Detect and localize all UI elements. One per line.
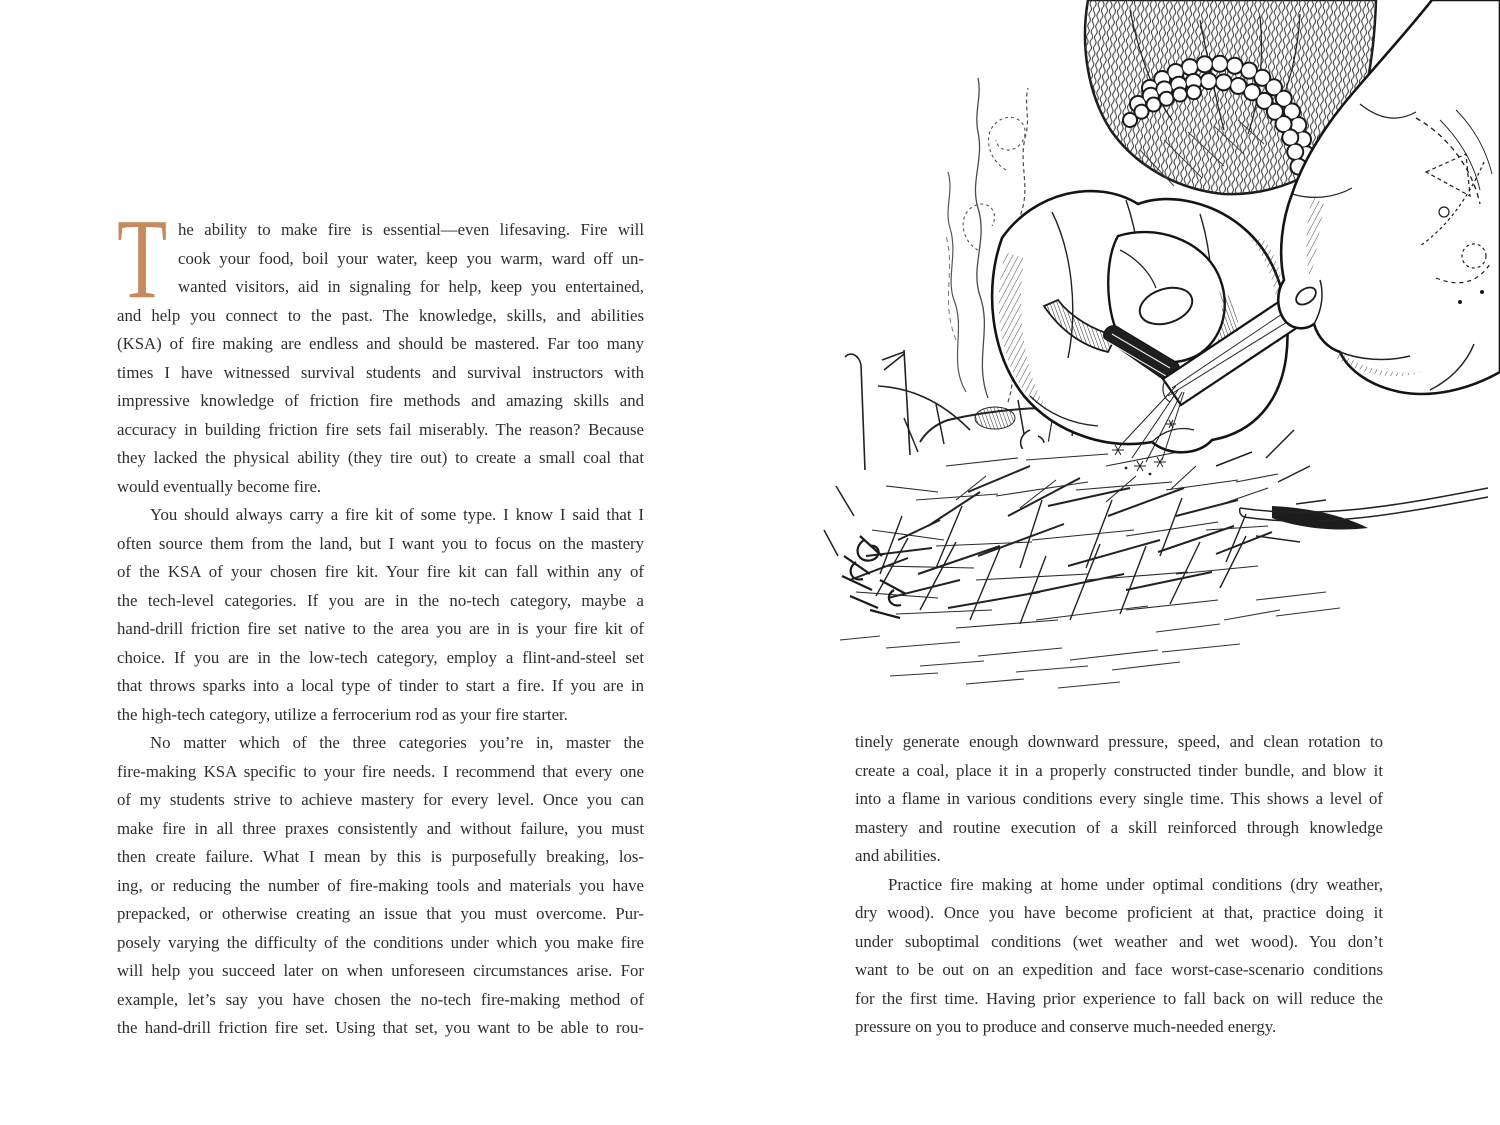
text-line: create a coal, place it in a properly constructed tinder bundle, and blow it (855, 760, 1383, 780)
text-line: times I have witnessed survival students and survival instructors with (117, 362, 644, 382)
text-line: hand-drill friction fire set native to the area you are in is your fire kit of (117, 619, 644, 638)
text-line: and help you connect to the past. The knowledge, skills, and abilities (117, 305, 644, 325)
fire-making-illustration (820, 0, 1500, 700)
text-line: the tech-level categories. If you are in the no-tech category, maybe a (117, 590, 644, 610)
text-line: will help you succeed later on when unforeseen circumstances arise. For (117, 961, 644, 980)
paragraph (117, 729, 644, 1043)
text-line: of my students strive to achieve mastery for every level. Once you can (117, 790, 644, 809)
text-line: the high-tech category, utilize a ferrocerium rod as your fire starter. (117, 704, 568, 724)
text-line: and abilities. (855, 846, 941, 865)
text-line: choice. If you are in the low-tech category, employ a flint-and-steel set (117, 647, 644, 667)
paragraph (855, 728, 1383, 871)
left-page-text (117, 195, 644, 1043)
text-line: accuracy in building friction fire sets fail miserably. The reason? Because (117, 419, 644, 439)
text-line: that throws sparks into a local type of tinder to start a fire. If you are in (117, 676, 644, 695)
right-page-text (855, 728, 1383, 1042)
text-line: prepacked, or otherwise creating an issue that you must overcome. Pur- (117, 904, 644, 923)
text-line: for the first time. Having prior experience to fall back on will reduce the (855, 988, 1383, 1008)
text-line: ing, or reducing the number of fire-making tools and materials you have (117, 875, 644, 895)
text-line: No matter which of the three categories you’re in, master the (150, 733, 644, 752)
text-line: the hand-drill friction fire set. Using that set, you want to be able to rou- (117, 1018, 644, 1037)
text-line: fire-making KSA specific to your fire needs. I recommend that every one (117, 761, 644, 781)
text-line: pressure on you to produce and conserve much-needed energy. (855, 1017, 1277, 1036)
text-line: make fire in all three praxes consistently and without failure, you must (117, 818, 644, 838)
text-line: posely varying the difficulty of the conditions under which you make fire (117, 932, 644, 952)
text-line: want to be out on an expedition and face worst-case-scenario conditions (855, 960, 1383, 979)
text-line: You should always carry a fire kit of some type. I know I said that I (150, 505, 644, 524)
text-line: would eventually become fire. (117, 476, 322, 496)
text-line: mastery and routine execution of a skill reinforced through knowledge (855, 817, 1383, 837)
text-line: they lacked the physical ability (they tire out) to create a small coal that (117, 448, 644, 467)
text-line: of the KSA of your chosen fire kit. Your fire kit can fall within any of (117, 562, 644, 581)
text-line: he ability to make fire is essential—even lifesaving. Fire will (178, 220, 644, 239)
text-line: example, let’s say you have chosen the no-tech fire-making method of (117, 989, 644, 1009)
text-line: impressive knowledge of friction fire methods and amazing skills and (117, 391, 644, 410)
text-line: then create failure. What I mean by this is purposefully breaking, los- (117, 847, 644, 866)
text-line: under suboptimal conditions (wet weather and wet wood). You don’t (855, 931, 1383, 951)
text-line: wanted visitors, aid in signaling for help, keep you entertained, (178, 277, 644, 296)
text-line: dry wood). Once you have become proficient at that, practice doing it (855, 903, 1383, 922)
text-line: tinely generate enough downward pressure, speed, and clean rotation to (855, 732, 1383, 751)
paragraph (117, 501, 644, 729)
text-line: Practice fire making at home under optimal conditions (dry weather, (888, 874, 1383, 894)
text-line: cook your food, boil your water, keep you warm, ward off un- (178, 248, 644, 268)
paragraph (117, 195, 644, 501)
text-line: often source them from the land, but I want you to focus on the mastery (117, 533, 644, 553)
drop-cap: T (117, 195, 168, 322)
text-line: (KSA) of fire making are endless and should be mastered. Far too many (117, 334, 644, 353)
fire-making-illustration-svg (820, 0, 1500, 700)
text-line: into a flame in various conditions every single time. This shows a level of (855, 789, 1383, 808)
paragraph (855, 871, 1383, 1042)
